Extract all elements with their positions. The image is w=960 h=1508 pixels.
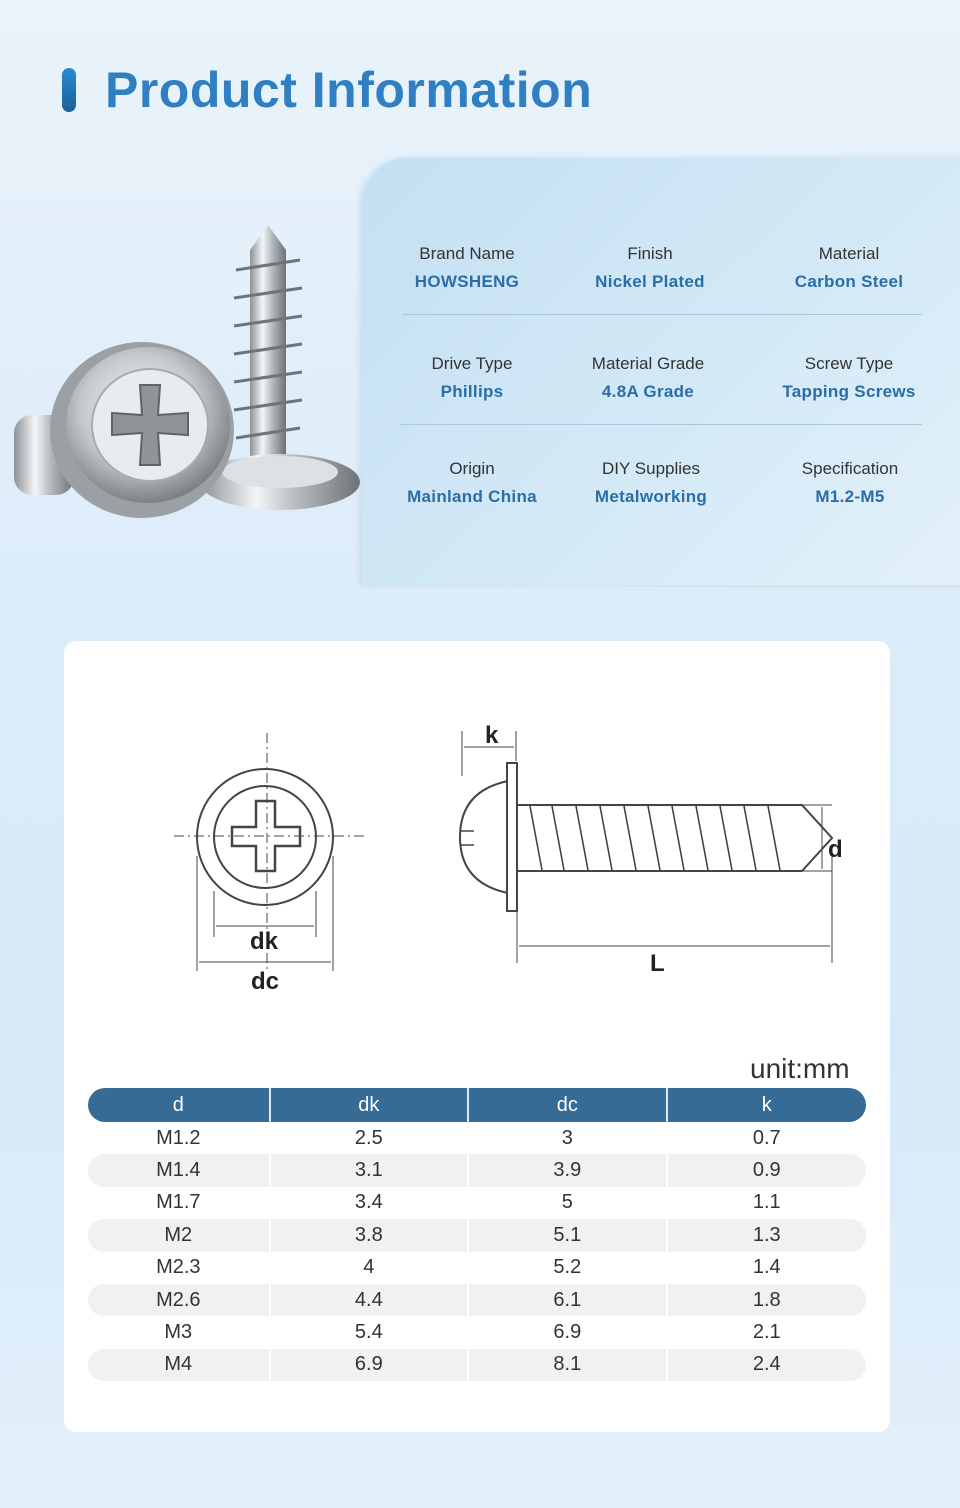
table-cell: 1.3 (666, 1219, 866, 1251)
column-header-dc: dc (467, 1088, 665, 1122)
side-view-drawing (460, 731, 832, 963)
column-header-dk: dk (269, 1088, 467, 1122)
screw-product-image (0, 220, 370, 540)
table-row (88, 1349, 866, 1381)
unit-label: unit:mm (750, 1053, 850, 1084)
table-row (88, 1316, 866, 1348)
spec-material (749, 244, 949, 292)
spec-value: Phillips (440, 382, 504, 401)
spec-label: Finish (627, 244, 673, 263)
table-cell: 0.7 (666, 1122, 866, 1154)
dim-label-k: k (485, 722, 499, 749)
table-row (88, 1122, 866, 1154)
table-cell: M2.3 (156, 1256, 201, 1279)
table-cell: 2.1 (666, 1316, 866, 1348)
table-row (88, 1252, 866, 1284)
spec-label: Origin (449, 459, 495, 478)
spec-label: Brand Name (419, 244, 515, 263)
table-cell: 4 (269, 1252, 467, 1284)
table-cell: M3 (164, 1321, 193, 1344)
table-cell: 5.4 (269, 1316, 467, 1348)
table-cell: 2.5 (269, 1122, 467, 1154)
dim-label-d: d (828, 836, 843, 863)
dimension-card (64, 641, 890, 1432)
spec-value: Mainland China (407, 487, 537, 506)
table-cell: 5.1 (467, 1219, 665, 1251)
spec-value: 4.8A Grade (601, 382, 695, 401)
table-cell: 3.9 (467, 1154, 665, 1186)
table-cell: M4 (164, 1353, 193, 1376)
table-row (88, 1284, 866, 1316)
dim-label-L: L (650, 950, 665, 977)
dim-label-dk: dk (250, 928, 279, 955)
table-cell: 1.4 (666, 1252, 866, 1284)
dimension-table (88, 1088, 866, 1381)
table-row (88, 1219, 866, 1251)
table-cell: 3.4 (269, 1187, 467, 1219)
spec-label: Drive Type (431, 354, 513, 373)
table-cell: 5.2 (467, 1252, 665, 1284)
table-cell: M2 (164, 1223, 193, 1246)
spec-material-grade (548, 354, 748, 402)
table-cell: M1.2 (156, 1126, 201, 1149)
table-cell: M2.6 (156, 1288, 201, 1311)
spec-label: DIY Supplies (602, 459, 700, 478)
spec-diy-supplies (551, 459, 751, 507)
spec-drive-type (372, 354, 572, 402)
table-cell: 3 (467, 1122, 665, 1154)
table-header (88, 1088, 866, 1122)
spec-divider (400, 424, 922, 425)
table-row (88, 1187, 866, 1219)
page-title: Product Information (105, 62, 593, 118)
spec-label: Material (818, 244, 880, 263)
spec-value: Nickel Plated (595, 272, 705, 291)
spec-value: Tapping Screws (782, 382, 916, 401)
table-cell: 3.1 (269, 1154, 467, 1186)
spec-finish (550, 244, 750, 292)
table-cell: 1.8 (666, 1284, 866, 1316)
table-cell: 4.4 (269, 1284, 467, 1316)
table-cell: 2.4 (666, 1349, 866, 1381)
screw-dimension-diagram (64, 641, 890, 1041)
spec-label: Screw Type (804, 354, 894, 373)
table-cell: 8.1 (467, 1349, 665, 1381)
column-header-d: d (172, 1093, 184, 1116)
column-header-k: k (666, 1088, 866, 1122)
table-cell: M1.4 (156, 1159, 201, 1182)
spec-screw-type (749, 354, 949, 402)
table-cell: 0.9 (666, 1154, 866, 1186)
table-cell: 3.8 (269, 1219, 467, 1251)
table-cell: 6.9 (269, 1349, 467, 1381)
spec-divider (402, 314, 922, 315)
spec-label: Material Grade (591, 354, 705, 373)
spec-value: Metalworking (594, 487, 708, 506)
spec-brand-name (367, 244, 567, 292)
dim-label-dc: dc (251, 968, 280, 995)
table-cell: M1.7 (156, 1191, 201, 1214)
spec-value: Carbon Steel (794, 272, 904, 291)
table-cell: 6.1 (467, 1284, 665, 1316)
table-cell: 5 (467, 1187, 665, 1219)
spec-specification (750, 459, 950, 507)
table-cell: 6.9 (467, 1316, 665, 1348)
table-row (88, 1154, 866, 1186)
spec-value: HOWSHENG (414, 272, 520, 291)
spec-origin (372, 459, 572, 507)
spec-label: Specification (801, 459, 899, 478)
table-cell: 1.1 (666, 1187, 866, 1219)
spec-value: M1.2-M5 (815, 487, 885, 506)
title-accent-bar (62, 68, 76, 112)
